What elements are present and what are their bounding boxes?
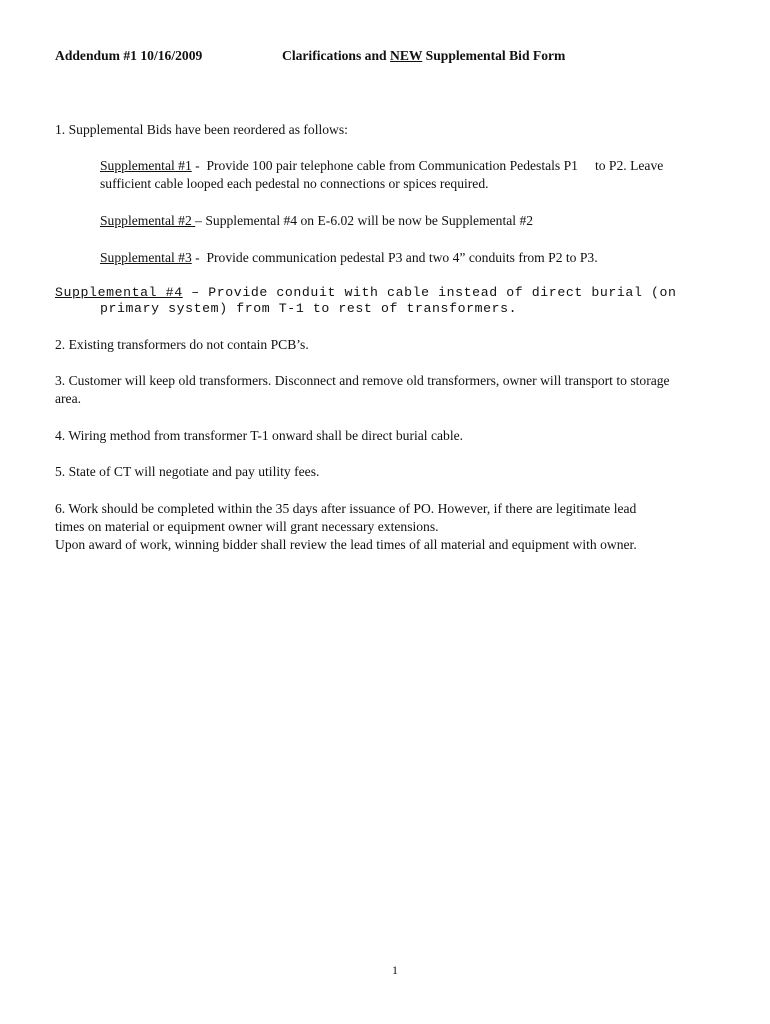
item-3-line-2: area. [55, 391, 82, 406]
supplemental-2-text: – Supplemental #4 on E-6.02 will be now be Supplemental #2 [195, 213, 534, 228]
supplemental-1-line-1 [100, 158, 663, 174]
supplemental-4-label: Supplemental #4 [55, 285, 183, 300]
item-5: 5. State of CT will negotiate and pay utility fees. [55, 464, 320, 479]
page-number: 1 [392, 963, 398, 977]
supplemental-2-label: Supplemental #2 [100, 213, 196, 228]
supplemental-4-line-1 [55, 285, 677, 300]
item-4: 4. Wiring method from transformer T-1 onward shall be direct burial cable. [55, 428, 464, 443]
supplemental-4-line-2: primary system) from T-1 to rest of transformers. [100, 301, 518, 316]
item-6-line-1: 6. Work should be completed within the 35 days after issuance of PO. However, if there are legitimate lead [55, 501, 637, 516]
title-suffix: Supplemental Bid Form [422, 48, 566, 63]
supplemental-3-text: - Provide communication pedestal P3 and two 4” conduits from P2 to P3. [191, 250, 598, 265]
item-1: 1. Supplemental Bids have been reordered as follows: [55, 122, 348, 137]
item-6-line-2: times on material or equipment owner will grant necessary extensions. [55, 519, 439, 534]
title-prefix: Clarifications and [282, 48, 390, 63]
title-new-word: NEW [390, 48, 423, 63]
supplemental-1-text: - Provide 100 pair telephone cable from Communication Pedestals P1 to P2. Leave [191, 158, 664, 173]
supplemental-1-label: Supplemental #1 [100, 158, 192, 173]
item-2: 2. Existing transformers do not contain PCB’s. [55, 337, 309, 352]
item-6-line-3: Upon award of work, winning bidder shall review the lead times of all material and equipment with owner. [55, 537, 637, 552]
page-title [282, 48, 565, 64]
supplemental-3 [100, 250, 598, 266]
addendum-label: Addendum #1 10/16/2009 [55, 48, 203, 63]
supplemental-2 [100, 213, 533, 229]
supplemental-1-line-2: sufficient cable looped each pedestal no connections or spices required. [100, 176, 489, 191]
item-3-line-1: 3. Customer will keep old transformers. Disconnect and remove old transformers, owner will transport to storage [55, 373, 670, 388]
supplemental-4-text: – Provide conduit with cable instead of direct burial (on [182, 285, 677, 300]
supplemental-3-label: Supplemental #3 [100, 250, 192, 265]
